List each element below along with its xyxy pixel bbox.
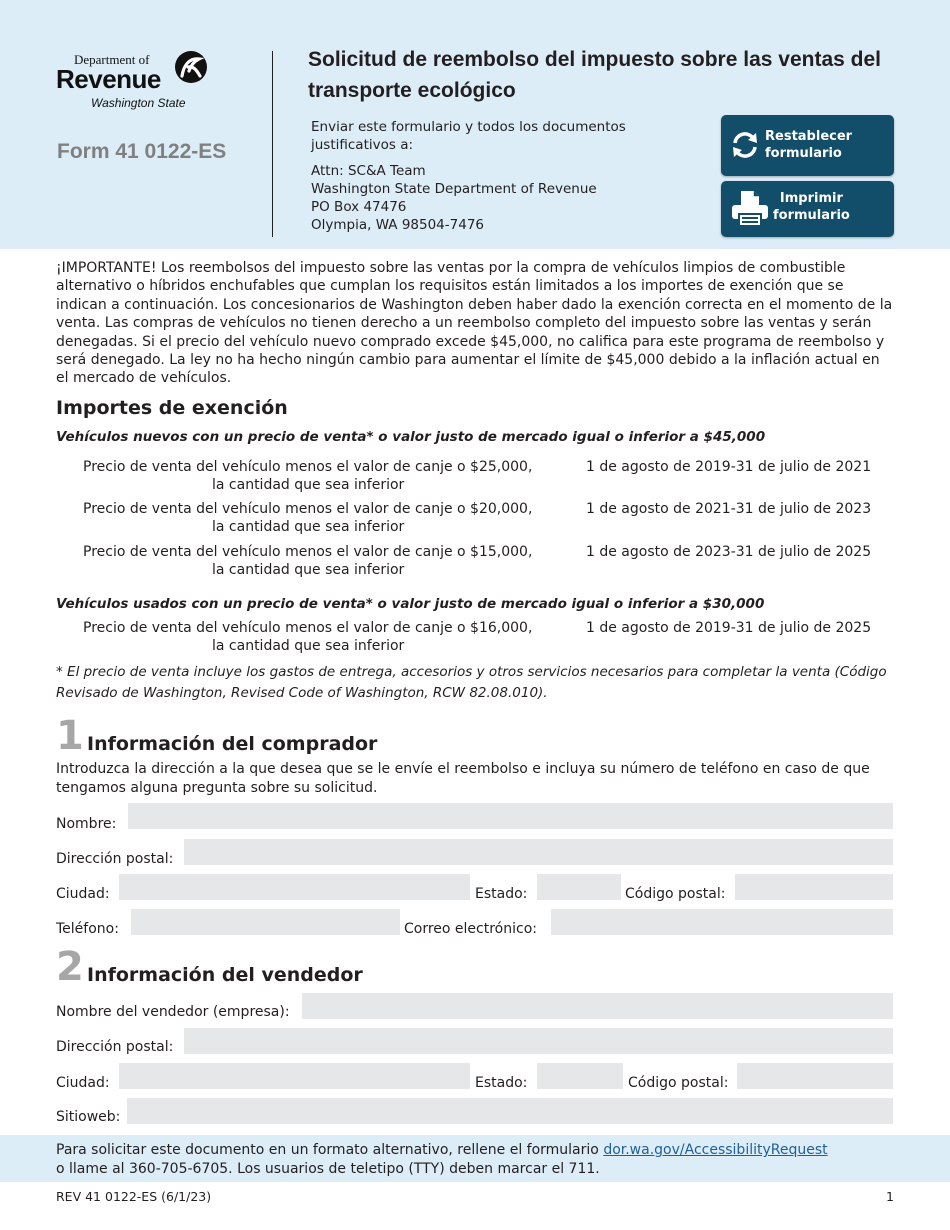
exemption-desc: Precio de venta del vehículo menos el valor de canje o $16,000,: [83, 620, 533, 636]
dor-logo: [56, 50, 216, 114]
buyer-instructions: Introduzca la dirección a la que desea que se le envíe el reembolso e incluya su número de teléfono en caso de que tengamos alguna pregunta sobre su solicitud.: [56, 761, 870, 796]
mail-intro: Enviar este formulario y todos los documentos justificativos a:: [311, 119, 626, 153]
section-title: Información del comprador: [87, 733, 378, 755]
section-number: 2: [56, 944, 84, 990]
exemption-desc-cont: la cantidad que sea inferior: [212, 562, 405, 578]
buyer-city-field[interactable]: [118, 873, 471, 901]
address-line: Attn: SC&A Team: [311, 163, 426, 179]
buyer-email-label: Correo electrónico:: [404, 921, 537, 937]
used-vehicles-heading: Vehículos usados con un precio de venta* o valor justo de mercado igual o inferior a $30,000: [56, 596, 765, 612]
section-number: 1: [56, 713, 84, 759]
seller-address-label: Dirección postal:: [56, 1039, 174, 1055]
seller-city-label: Ciudad:: [56, 1075, 110, 1091]
seller-zip-label: Código postal:: [628, 1075, 729, 1091]
exemption-desc-cont: la cantidad que sea inferior: [212, 638, 405, 654]
print-form-button[interactable]: [721, 181, 894, 237]
reset-button-label: Restablecer formulario: [765, 129, 853, 161]
buyer-name-label: Nombre:: [56, 816, 117, 832]
buyer-phone-field[interactable]: [130, 908, 401, 936]
seller-name-label: Nombre del vendedor (empresa):: [56, 1004, 290, 1020]
buyer-zip-field[interactable]: [734, 873, 894, 901]
buyer-email-field[interactable]: [550, 908, 894, 936]
mailing-info: [311, 118, 701, 234]
logo-revenue-text: Revenue: [56, 64, 161, 94]
accessibility-text: Para solicitar este documento en un formato alternativo, rellene el formulario dor.wa.gov/AccessibilityRequest o llame al 360-705-6705. Los usuarios de teletipo (TTY) deben marcar el 711.: [56, 1142, 828, 1177]
address-line: Washington State Department of Revenue: [311, 181, 597, 197]
seller-zip-field[interactable]: [736, 1062, 894, 1090]
exemption-desc: Precio de venta del vehículo menos el valor de canje o $15,000,: [83, 544, 533, 560]
address-line: PO Box 47476: [311, 199, 407, 215]
buyer-name-field[interactable]: [127, 802, 894, 830]
section-title: Información del vendedor: [87, 964, 363, 986]
exemption-dates: 1 de agosto de 2021-31 de julio de 2023: [586, 501, 872, 517]
exemption-desc: Precio de venta del vehículo menos el valor de canje o $25,000,: [83, 459, 533, 475]
mailing-address: [311, 162, 701, 234]
exemption-desc: Precio de venta del vehículo menos el valor de canje o $20,000,: [83, 501, 533, 517]
seller-name-field[interactable]: [301, 992, 894, 1020]
swoosh-r-icon: [174, 50, 208, 84]
seller-address-field[interactable]: [183, 1027, 894, 1055]
important-notice: ¡IMPORTANTE! Los reembolsos del impuesto sobre las ventas por la compra de vehículos limpios de combustible alternativo o híbridos enchufables que cumplan los requisitos están limitados a los importes de exención que se indican a continuación. Los concesionarios de Washington deben haber dado la exención correcta en el momento de la venta. Las compras de vehículos no tienen derecho a un reembolso completo del impuesto sobre las ventas y serán denegadas. Si el precio del vehículo nuevo comprado excede $45,000, no califica para este programa de reembolso y será denegado. La ley no ha hecho ningún cambio para aumentar el límite de $45,000 debido a la inflación actual en el mercado de vehículos.: [56, 260, 893, 387]
logo-department-text: Department of: [74, 52, 150, 67]
accessibility-notice: [0, 1135, 950, 1182]
printer-icon: [731, 189, 769, 232]
seller-city-field[interactable]: [118, 1062, 471, 1090]
exemption-dates: 1 de agosto de 2019-31 de julio de 2021: [586, 459, 872, 475]
logo-state-text: Washington State: [91, 96, 186, 110]
exemption-desc-cont: la cantidad que sea inferior: [212, 477, 405, 493]
header-divider: [272, 51, 273, 237]
sale-price-footnote: * El precio de venta incluye los gastos de entrega, accesorios y otros servicios necesarios para completar la venta (Código Revisado de Washington, Revised Code of Washington, RCW 82.08.010).: [56, 664, 887, 701]
print-button-label: Imprimir formulario: [773, 191, 850, 223]
new-vehicles-heading: Vehículos nuevos con un precio de venta* o valor justo de mercado igual o inferior a $45,000: [56, 429, 766, 445]
buyer-phone-label: Teléfono:: [56, 921, 119, 937]
form-header: [0, 0, 950, 249]
form-number: Form 41 0122-ES: [57, 140, 227, 163]
seller-website-field[interactable]: [126, 1097, 894, 1125]
buyer-state-field[interactable]: [536, 873, 622, 901]
exemption-desc-cont: la cantidad que sea inferior: [212, 519, 405, 535]
accessibility-request-link[interactable]: dor.wa.gov/AccessibilityRequest: [603, 1142, 828, 1158]
seller-state-label: Estado:: [475, 1075, 528, 1091]
page-number: 1: [886, 1189, 894, 1204]
buyer-state-label: Estado:: [475, 886, 528, 902]
exemptions-heading: Importes de exención: [56, 397, 288, 419]
reset-form-button[interactable]: [721, 115, 894, 176]
buyer-zip-label: Código postal:: [625, 886, 726, 902]
exemption-dates: 1 de agosto de 2023-31 de julio de 2025: [586, 544, 872, 560]
buyer-address-field[interactable]: [183, 838, 894, 866]
buyer-city-label: Ciudad:: [56, 886, 110, 902]
buyer-address-label: Dirección postal:: [56, 851, 174, 867]
address-line: Olympia, WA 98504-7476: [311, 217, 485, 233]
seller-state-field[interactable]: [536, 1062, 624, 1090]
revision-code: REV 41 0122-ES (6/1/23): [56, 1189, 212, 1204]
seller-website-label: Sitioweb:: [56, 1109, 121, 1125]
refresh-icon: [729, 130, 761, 165]
exemption-dates: 1 de agosto de 2019-31 de julio de 2025: [586, 620, 872, 636]
page-title: Solicitud de reembolso del impuesto sobre las ventas del transporte ecológico: [308, 48, 881, 102]
